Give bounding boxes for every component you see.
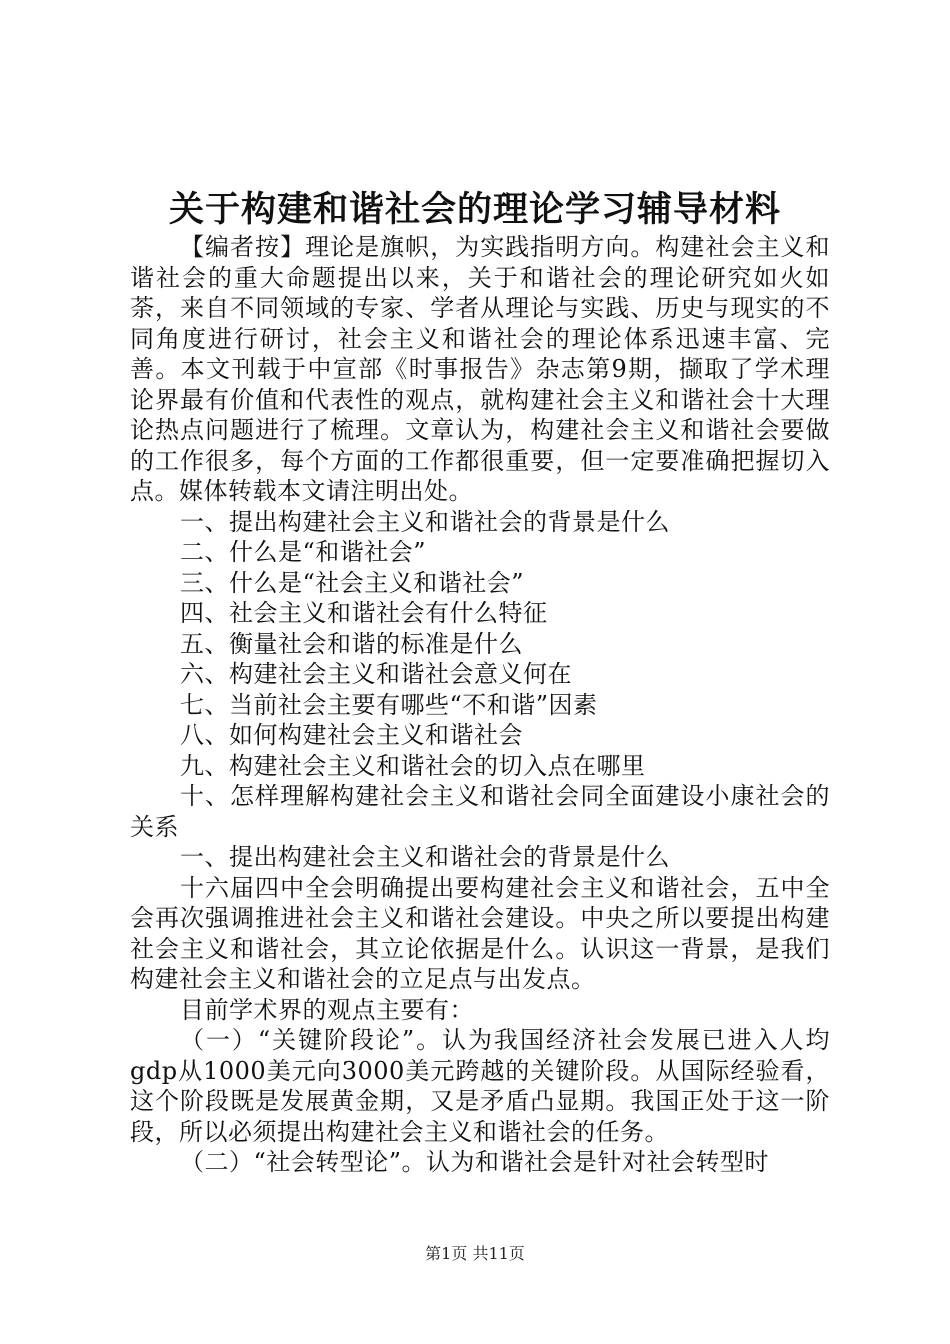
section-heading: 一、提出构建社会主义和谐社会的背景是什么 (180, 843, 670, 871)
page-number-footer: 第1页 共11页 (425, 1244, 525, 1263)
editor-note-paragraph: 【编者按】理论是旗帜，为实践指明方向。构建社会主义和谐社会的重大命题提出以来，关于和谐社会的理论研究如火如荼，来自不同领域的专家、学者从理论与实践、历史与现实的不同角度进行研讨，社会主义和谐社会的理论体系迅速丰富、完善。本文刊载于中宣部《时事报告》杂志第9期，撷取了学术理论界最有价值和代表性的观点，就构建社会主义和谐社会十大理论热点问题进行了梳理。文章认为，构建社会主义和谐社会要做的工作很多，每个方面的工作都很重要，但一定要准确把握切入点。媒体转载本文请注明出处。 (130, 233, 830, 505)
outline-item: 四、社会主义和谐社会有什么特征 (180, 599, 548, 627)
outline-item: 九、构建社会主义和谐社会的切入点在哪里 (180, 751, 646, 780)
outline-item: 二、什么是“和谐社会” (180, 538, 427, 566)
outline-item: 八、如何构建社会主义和谐社会 (180, 721, 523, 749)
body-paragraph: （一）“关键阶段论”。认为我国经济社会发展已进入人均gdp从1000美元向3000美元跨越的关键阶段。从国际经验看，这个阶段既是发展黄金期，又是矛盾凸显期。我国正处于这一阶段，所以必须提出构建社会主义和谐社会的任务。 (130, 1026, 830, 1146)
document-title: 关于构建和谐社会的理论学习辅导材料 (168, 189, 781, 230)
outline-item: 一、提出构建社会主义和谐社会的背景是什么 (180, 507, 670, 536)
outline-item: 三、什么是“社会主义和谐社会” (180, 568, 525, 597)
body-paragraph: 目前学术界的观点主要有： (180, 995, 474, 1024)
body-paragraph: 十六届四中全会明确提出要构建社会主义和谐社会，五中全会再次强调推进社会主义和谐社会建设。中央之所以要提出构建社会主义和谐社会，其立论依据是什么。认识这一背景，是我们构建社会主义和谐社会的立足点与出发点。 (130, 873, 830, 993)
outline-item: 七、当前社会主要有哪些“不和谐”因素 (180, 690, 598, 719)
outline-item: 五、衡量社会和谐的标准是什么 (180, 629, 523, 658)
body-paragraph: （二）“社会转型论”。认为和谐社会是针对社会转型时 (180, 1148, 770, 1176)
document-body (130, 232, 830, 1178)
outline-item: 十、怎样理解构建社会主义和谐社会同全面建设小康社会的关系 (130, 782, 830, 841)
outline-item: 六、构建社会主义和谐社会意义何在 (180, 660, 572, 688)
